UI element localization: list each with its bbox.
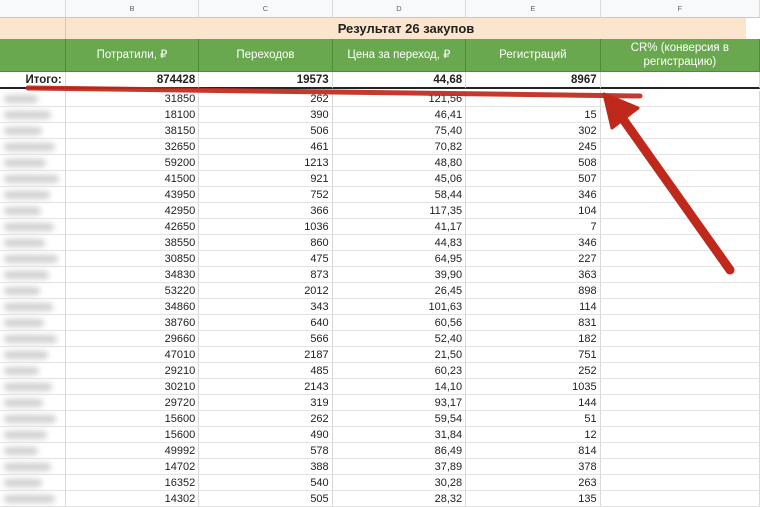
row-label-cell[interactable] [0, 283, 66, 299]
cell-clicks[interactable]: 1036 [199, 219, 332, 235]
totals-conversion[interactable] [601, 72, 760, 89]
cell-spent[interactable]: 29660 [66, 331, 199, 347]
table-row [0, 363, 760, 379]
cell-spent[interactable]: 29720 [66, 395, 199, 411]
cell-conversion[interactable] [601, 139, 760, 155]
totals-label[interactable]: Итого: [0, 72, 66, 89]
row-label-cell[interactable] [0, 363, 66, 379]
cell-registrations[interactable]: 508 [466, 155, 600, 171]
cell-conversion[interactable] [601, 363, 760, 379]
cell-registrations[interactable]: 12 [466, 427, 600, 443]
cell-clicks[interactable]: 873 [199, 267, 332, 283]
cell-cpc[interactable]: 93,17 [333, 395, 466, 411]
cell-conversion[interactable] [601, 123, 760, 139]
blurred-name-placeholder [4, 223, 54, 231]
cell-spent[interactable]: 34860 [66, 299, 199, 315]
cell-cpc[interactable]: 44,83 [333, 235, 466, 251]
table-row [0, 315, 760, 331]
totals-cpc[interactable]: 44,68 [333, 72, 466, 89]
cell-clicks[interactable]: 505 [199, 491, 332, 507]
cell-spent[interactable]: 30850 [66, 251, 199, 267]
cell-spent[interactable]: 15600 [66, 427, 199, 443]
cell-clicks[interactable]: 319 [199, 395, 332, 411]
cell-registrations[interactable] [466, 91, 600, 107]
totals-row [0, 72, 760, 89]
cell-registrations[interactable]: 346 [466, 235, 600, 251]
cell-spent[interactable]: 14302 [66, 491, 199, 507]
cell-clicks[interactable]: 540 [199, 475, 332, 491]
row-label-cell[interactable] [0, 187, 66, 203]
cell-conversion[interactable] [601, 283, 760, 299]
blurred-name-placeholder [4, 399, 43, 407]
row-label-cell[interactable] [0, 395, 66, 411]
row-label-cell[interactable] [0, 379, 66, 395]
row-label-cell[interactable] [0, 459, 66, 475]
cell-cpc[interactable]: 39,90 [333, 267, 466, 283]
cell-spent[interactable]: 38150 [66, 123, 199, 139]
table-row [0, 155, 760, 171]
cell-conversion[interactable] [601, 347, 760, 363]
blurred-name-placeholder [4, 143, 55, 151]
cell-spent[interactable]: 38760 [66, 315, 199, 331]
cell-registrations[interactable]: 245 [466, 139, 600, 155]
cell-registrations[interactable]: 1035 [466, 379, 600, 395]
row-label-cell[interactable] [0, 107, 66, 123]
cell-conversion[interactable] [601, 155, 760, 171]
cell-cpc[interactable]: 60,56 [333, 315, 466, 331]
table-title[interactable]: Результат 26 закупов [66, 18, 746, 40]
cell-cpc[interactable]: 46,41 [333, 107, 466, 123]
cell-spent[interactable]: 59200 [66, 155, 199, 171]
cell-cpc[interactable]: 37,89 [333, 459, 466, 475]
blurred-name-placeholder [4, 175, 59, 183]
cell-spent[interactable]: 29210 [66, 363, 199, 379]
cell-cpc[interactable]: 75,40 [333, 123, 466, 139]
cell-clicks[interactable]: 860 [199, 235, 332, 251]
header-clicks[interactable]: Переходов [199, 39, 332, 72]
cell-conversion[interactable] [601, 427, 760, 443]
cell-clicks[interactable]: 388 [199, 459, 332, 475]
cell-registrations[interactable]: 104 [466, 203, 600, 219]
cell-clicks[interactable]: 475 [199, 251, 332, 267]
row-label-cell[interactable] [0, 315, 66, 331]
column-header-row [0, 0, 760, 18]
cell-conversion[interactable] [601, 91, 760, 107]
cell-spent[interactable]: 34830 [66, 267, 199, 283]
cell-conversion[interactable] [601, 315, 760, 331]
blurred-name-placeholder [4, 303, 53, 311]
cell-registrations[interactable]: 135 [466, 491, 600, 507]
cell-conversion[interactable] [601, 107, 760, 123]
cell-clicks[interactable]: 390 [199, 107, 332, 123]
cell-clicks[interactable]: 921 [199, 171, 332, 187]
cell-registrations[interactable]: 182 [466, 331, 600, 347]
blurred-name-placeholder [4, 319, 44, 327]
row-label-cell[interactable] [0, 267, 66, 283]
column-header-b[interactable]: B [66, 0, 199, 18]
table-header-row [0, 39, 760, 72]
row-label-cell[interactable] [0, 299, 66, 315]
table-row [0, 427, 760, 443]
table-row [0, 395, 760, 411]
row-label-cell[interactable] [0, 251, 66, 267]
blurred-name-placeholder [4, 207, 41, 215]
cell-spent[interactable]: 15600 [66, 411, 199, 427]
cell-conversion[interactable] [601, 379, 760, 395]
cell-conversion[interactable] [601, 267, 760, 283]
cell-spent[interactable]: 42650 [66, 219, 199, 235]
cell-conversion[interactable] [601, 411, 760, 427]
cell-clicks[interactable]: 752 [199, 187, 332, 203]
table-row [0, 283, 760, 299]
table-row [0, 443, 760, 459]
row-label-cell[interactable] [0, 123, 66, 139]
cell-clicks[interactable]: 2012 [199, 283, 332, 299]
cell-spent[interactable]: 38550 [66, 235, 199, 251]
cell-registrations[interactable]: 252 [466, 363, 600, 379]
table-row [0, 459, 760, 475]
blurred-name-placeholder [4, 159, 46, 167]
cell-clicks[interactable]: 578 [199, 443, 332, 459]
cell-cpc[interactable]: 70,82 [333, 139, 466, 155]
row-label-cell[interactable] [0, 139, 66, 155]
cell-registrations[interactable]: 507 [466, 171, 600, 187]
cell-conversion[interactable] [601, 443, 760, 459]
cell-cpc[interactable]: 21,50 [333, 347, 466, 363]
cell-conversion[interactable] [601, 251, 760, 267]
blurred-name-placeholder [4, 351, 48, 359]
cell-clicks[interactable]: 461 [199, 139, 332, 155]
cell-spent[interactable]: 47010 [66, 347, 199, 363]
cell-conversion[interactable] [601, 219, 760, 235]
cell-conversion[interactable] [601, 235, 760, 251]
table-row [0, 203, 760, 219]
column-header-e[interactable]: E [466, 0, 600, 18]
cell-spent[interactable]: 42950 [66, 203, 199, 219]
row-label-cell[interactable] [0, 347, 66, 363]
blurred-name-placeholder [4, 271, 49, 279]
cell-cpc[interactable]: 121,56 [333, 91, 466, 107]
cell-registrations[interactable]: 346 [466, 187, 600, 203]
cell-cpc[interactable]: 101,63 [333, 299, 466, 315]
totals-clicks[interactable]: 19573 [199, 72, 332, 89]
cell-conversion[interactable] [601, 331, 760, 347]
cell-clicks[interactable]: 506 [199, 123, 332, 139]
table-row [0, 267, 760, 283]
header-conversion[interactable]: CR% (конверсия в регистрацию) [601, 39, 760, 72]
cell-registrations[interactable]: 898 [466, 283, 600, 299]
table-row [0, 251, 760, 267]
cell-cpc[interactable]: 26,45 [333, 283, 466, 299]
cell-clicks[interactable]: 2143 [199, 379, 332, 395]
cell-registrations[interactable]: 15 [466, 107, 600, 123]
cell-cpc[interactable]: 117,35 [333, 203, 466, 219]
cell-registrations[interactable]: 263 [466, 475, 600, 491]
cell-registrations[interactable]: 51 [466, 411, 600, 427]
blurred-name-placeholder [4, 415, 56, 423]
cell-cpc[interactable]: 58,44 [333, 187, 466, 203]
cell-conversion[interactable] [601, 203, 760, 219]
table-row [0, 139, 760, 155]
cell-spent[interactable]: 49992 [66, 443, 199, 459]
cell-registrations[interactable]: 751 [466, 347, 600, 363]
column-header-f[interactable]: F [601, 0, 760, 18]
cell-cpc[interactable]: 48,80 [333, 155, 466, 171]
cell-spent[interactable]: 31850 [66, 91, 199, 107]
cell-conversion[interactable] [601, 459, 760, 475]
table-row [0, 187, 760, 203]
cell-cpc[interactable]: 86,49 [333, 443, 466, 459]
cell-conversion[interactable] [601, 491, 760, 507]
cell-registrations[interactable]: 7 [466, 219, 600, 235]
row-label-cell[interactable] [0, 491, 66, 507]
row-label-cell[interactable] [0, 219, 66, 235]
cell-conversion[interactable] [601, 299, 760, 315]
column-header-c[interactable]: C [199, 0, 332, 18]
cell-spent[interactable]: 18100 [66, 107, 199, 123]
cell-registrations[interactable]: 814 [466, 443, 600, 459]
table-row [0, 123, 760, 139]
cell-cpc[interactable]: 31,84 [333, 427, 466, 443]
table-row [0, 347, 760, 363]
cell-spent[interactable]: 30210 [66, 379, 199, 395]
row-label-cell[interactable] [0, 411, 66, 427]
column-header-d[interactable]: D [333, 0, 466, 18]
cell-clicks[interactable]: 366 [199, 203, 332, 219]
title-row-left-cell[interactable] [0, 18, 66, 39]
cell-spent[interactable]: 32650 [66, 139, 199, 155]
cell-spent[interactable]: 43950 [66, 187, 199, 203]
row-label-cell[interactable] [0, 171, 66, 187]
totals-spent[interactable]: 874428 [66, 72, 199, 89]
row-label-cell[interactable] [0, 235, 66, 251]
cell-clicks[interactable]: 262 [199, 91, 332, 107]
cell-registrations[interactable]: 378 [466, 459, 600, 475]
blurred-name-placeholder [4, 191, 50, 199]
cell-cpc[interactable]: 45,06 [333, 171, 466, 187]
blurred-name-placeholder [4, 127, 42, 135]
cell-cpc[interactable]: 41,17 [333, 219, 466, 235]
cell-registrations[interactable]: 302 [466, 123, 600, 139]
blurred-name-placeholder [4, 239, 45, 247]
blurred-name-placeholder [4, 367, 39, 375]
totals-registrations[interactable]: 8967 [466, 72, 600, 89]
cell-conversion[interactable] [601, 171, 760, 187]
blurred-name-placeholder [4, 463, 51, 471]
table-row [0, 171, 760, 187]
cell-conversion[interactable] [601, 475, 760, 491]
table-row [0, 379, 760, 395]
row-label-cell[interactable] [0, 331, 66, 347]
row-label-cell[interactable] [0, 91, 66, 107]
cell-registrations[interactable]: 114 [466, 299, 600, 315]
cell-cpc[interactable]: 30,28 [333, 475, 466, 491]
header-cpc[interactable]: Цена за переход, ₽ [333, 39, 466, 72]
cell-registrations[interactable]: 363 [466, 267, 600, 283]
table-row [0, 235, 760, 251]
row-label-cell[interactable] [0, 443, 66, 459]
cell-spent[interactable]: 41500 [66, 171, 199, 187]
table-row [0, 107, 760, 123]
cell-cpc[interactable]: 28,32 [333, 491, 466, 507]
header-cell-empty[interactable] [0, 39, 66, 72]
blurred-name-placeholder [4, 495, 55, 503]
cell-registrations[interactable]: 144 [466, 395, 600, 411]
cell-clicks[interactable]: 490 [199, 427, 332, 443]
cell-clicks[interactable]: 485 [199, 363, 332, 379]
table-row [0, 411, 760, 427]
blurred-name-placeholder [4, 479, 42, 487]
column-header-a[interactable] [0, 0, 66, 18]
header-registrations[interactable]: Регистраций [466, 39, 600, 72]
cell-spent[interactable]: 14702 [66, 459, 199, 475]
cell-clicks[interactable]: 2187 [199, 347, 332, 363]
header-spent[interactable]: Потратили, ₽ [66, 39, 199, 72]
cell-clicks[interactable]: 343 [199, 299, 332, 315]
blurred-name-placeholder [4, 287, 40, 295]
cell-cpc[interactable]: 59,54 [333, 411, 466, 427]
blurred-name-placeholder [4, 255, 58, 263]
cell-clicks[interactable]: 1213 [199, 155, 332, 171]
cell-cpc[interactable]: 64,95 [333, 251, 466, 267]
blurred-name-placeholder [4, 95, 38, 103]
cell-spent[interactable]: 16352 [66, 475, 199, 491]
table-row [0, 331, 760, 347]
cell-registrations[interactable]: 227 [466, 251, 600, 267]
cell-clicks[interactable]: 566 [199, 331, 332, 347]
row-label-cell[interactable] [0, 427, 66, 443]
cell-conversion[interactable] [601, 395, 760, 411]
cell-clicks[interactable]: 262 [199, 411, 332, 427]
blurred-name-placeholder [4, 383, 52, 391]
table-row [0, 219, 760, 235]
table-row [0, 91, 760, 107]
blurred-name-placeholder [4, 111, 51, 119]
cell-registrations[interactable]: 831 [466, 315, 600, 331]
row-label-cell[interactable] [0, 475, 66, 491]
table-row [0, 475, 760, 491]
cell-clicks[interactable]: 640 [199, 315, 332, 331]
table-row [0, 491, 760, 507]
blurred-name-placeholder [4, 431, 47, 439]
row-label-cell[interactable] [0, 203, 66, 219]
row-label-cell[interactable] [0, 155, 66, 171]
cell-cpc[interactable]: 14,10 [333, 379, 466, 395]
blurred-name-placeholder [4, 335, 57, 343]
table-row [0, 299, 760, 315]
cell-spent[interactable]: 53220 [66, 283, 199, 299]
blurred-name-placeholder [4, 447, 38, 455]
cell-conversion[interactable] [601, 187, 760, 203]
cell-cpc[interactable]: 52,40 [333, 331, 466, 347]
cell-cpc[interactable]: 60,23 [333, 363, 466, 379]
